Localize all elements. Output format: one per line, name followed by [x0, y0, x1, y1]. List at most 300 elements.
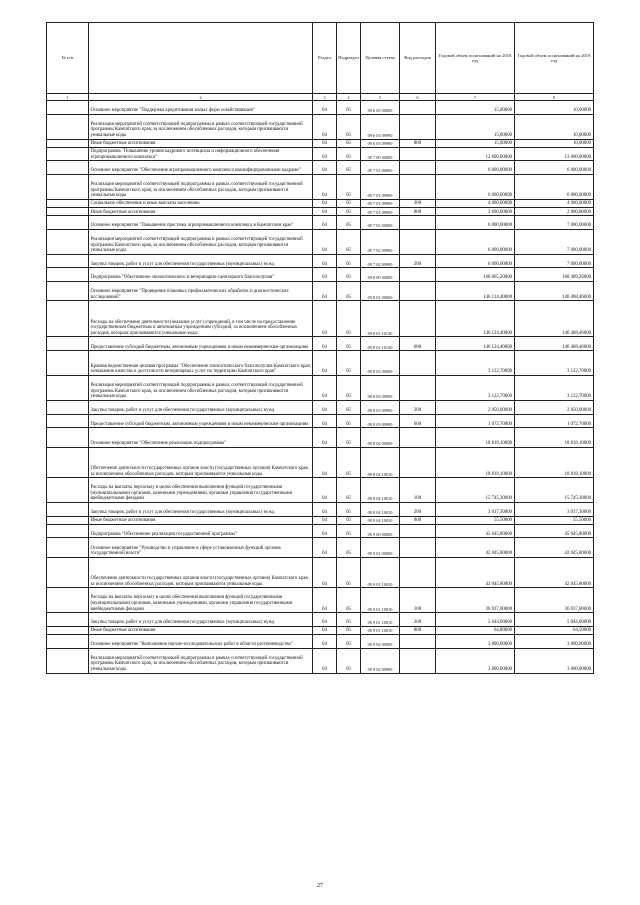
- cell-amount-2018: 6 000,00000: [436, 216, 515, 230]
- table-row: [47, 139, 594, 147]
- column-numbers-row: [47, 94, 594, 101]
- cell-podrazdel: 05: [337, 376, 361, 401]
- cell-expense-type: 100: [400, 588, 436, 613]
- cell-podrazdel: 05: [337, 634, 361, 648]
- table-row: [47, 101, 594, 115]
- cell-amount-2019: 2 000,00000: [515, 208, 594, 216]
- cell-amount-2018: 15,00000: [436, 101, 515, 115]
- cell-name: Закупка товаров, работ и услуг для обеспечения государственных (муниципальных) нужд: [89, 503, 313, 517]
- table-row: [47, 648, 594, 673]
- cell-amount-2018: 18 818,10000: [436, 447, 515, 478]
- cell-podrazdel: 05: [337, 282, 361, 301]
- cell-expense-type: 200: [400, 400, 436, 414]
- table-row: [47, 216, 594, 230]
- cell-num: [47, 216, 89, 230]
- cell-razdel: 04: [313, 503, 337, 517]
- table-row: [47, 503, 594, 517]
- cell-amount-2018: 3 017,30000: [436, 503, 515, 517]
- cell-razdel: 04: [313, 282, 337, 301]
- cell-podrazdel: 05: [337, 216, 361, 230]
- cell-amount-2019: 10,00000: [515, 139, 594, 147]
- cell-podrazdel: 05: [337, 351, 361, 376]
- table-row: [47, 268, 594, 282]
- cell-razdel: 04: [313, 199, 337, 207]
- cell-podrazdel: 05: [337, 557, 361, 588]
- cell-podrazdel: 05: [337, 428, 361, 447]
- table-row: [47, 147, 594, 161]
- cell-amount-2018: 6 000,00000: [436, 229, 515, 254]
- cell-expense-type: [400, 161, 436, 175]
- cell-podrazdel: 05: [337, 516, 361, 524]
- cell-amount-2019: 146 468,46000: [515, 337, 594, 351]
- cell-expense-type: 200: [400, 254, 436, 268]
- table-row: [47, 557, 594, 588]
- cell-name: Основное мероприятие "Обеспечение агропромышленного комплекса квалифицированными кадрами": [89, 161, 313, 175]
- cell-name: Подпрограмма "Обеспечение эпизоотического и ветеринарно-санитарного благополучия": [89, 268, 313, 282]
- column-number: 6: [400, 94, 436, 101]
- cell-name: Расходы на выплаты персоналу в целях обеспечения выполнения функций государственными (муниципальными) органами, казенными учреждениями, органами управления государственными внебюджетными фондами: [89, 478, 313, 503]
- cell-num: [47, 516, 89, 524]
- cell-amount-2018: 168 065,20000: [436, 268, 515, 282]
- cell-name: Основное мероприятие "Руководство и управление в сфере установленных функций органов государственной власти": [89, 538, 313, 557]
- cell-amount-2019: 42 045,80000: [515, 557, 594, 588]
- cell-expense-type: [400, 376, 436, 401]
- table-row: [47, 516, 594, 524]
- cell-amount-2019: 10,00000: [515, 101, 594, 115]
- cell-name: Реализация мероприятий соответствующей подпрограммы в рамках соответствующей государственной программы Камчатского края, за исключением обособленных расходов, которым присваиваются уникальные коды: [89, 175, 313, 200]
- cell-amount-2018: 64,80000: [436, 626, 515, 634]
- cell-num: [47, 400, 89, 414]
- table-row: [47, 447, 594, 478]
- cell-amount-2019: 6 000,00000: [515, 161, 594, 175]
- cell-razdel: 04: [313, 254, 337, 268]
- cell-amount-2019: 3 000,00000: [515, 634, 594, 648]
- cell-name: Иные бюджетные ассигнования: [89, 626, 313, 634]
- cell-podrazdel: 05: [337, 199, 361, 207]
- cell-num: [47, 524, 89, 538]
- cell-podrazdel: 05: [337, 538, 361, 557]
- header-amount-2018: Годовой объем ассигнований на 2018 год: [436, 23, 515, 94]
- cell-amount-2018: 55,50000: [436, 516, 515, 524]
- cell-expense-type: 200: [400, 503, 436, 517]
- cell-target-article: 09 9 00 00000: [361, 524, 400, 538]
- cell-razdel: 04: [313, 447, 337, 478]
- cell-expense-type: 600: [400, 337, 436, 351]
- cell-razdel: 04: [313, 524, 337, 538]
- cell-amount-2018: 12 600,00000: [436, 147, 515, 161]
- table-row: [47, 478, 594, 503]
- cell-name: Иные бюджетные ассигнования: [89, 516, 313, 524]
- cell-razdel: 04: [313, 428, 337, 447]
- cell-amount-2019: 10,00000: [515, 114, 594, 139]
- cell-num: [47, 634, 89, 648]
- cell-name: Закупка товаров, работ и услуг для обеспечения государственных (муниципальных) нужд: [89, 254, 313, 268]
- table-body: [47, 101, 594, 674]
- column-number: 5: [361, 94, 400, 101]
- cell-expense-type: 800: [400, 139, 436, 147]
- cell-target-article: 09 8 03 09990: [361, 400, 400, 414]
- cell-num: [47, 478, 89, 503]
- cell-target-article: 09 7 02 09990: [361, 229, 400, 254]
- table-row: [47, 524, 594, 538]
- table-row: [47, 400, 594, 414]
- cell-num: [47, 648, 89, 673]
- cell-razdel: 04: [313, 301, 337, 337]
- cell-amount-2018: 6 600,00000: [436, 161, 515, 175]
- cell-razdel: 04: [313, 634, 337, 648]
- table-row: [47, 282, 594, 301]
- cell-podrazdel: 05: [337, 139, 361, 147]
- cell-amount-2019: 7 000,00000: [515, 229, 594, 254]
- cell-num: [47, 208, 89, 216]
- table-row: [47, 175, 594, 200]
- cell-target-article: 09 8 03 09990: [361, 376, 400, 401]
- cell-razdel: 04: [313, 268, 337, 282]
- cell-amount-2019: 18 818,10000: [515, 447, 594, 478]
- cell-expense-type: 800: [400, 626, 436, 634]
- cell-num: [47, 301, 89, 337]
- header-amount-2019: Годовой объем ассигнований на 2019 год: [515, 23, 594, 94]
- cell-name: Реализация мероприятий соответствующей подпрограммы в рамках соответствующей государственной программы Камчатского края, за исключением обособленных расходов, которым присваиваются уникальные коды: [89, 376, 313, 401]
- table-row: [47, 229, 594, 254]
- cell-amount-2019: 1 072,70000: [515, 414, 594, 428]
- cell-razdel: 04: [313, 400, 337, 414]
- cell-target-article: 09 8 03 00000: [361, 351, 400, 376]
- cell-num: [47, 447, 89, 478]
- cell-amount-2019: 64,50000: [515, 626, 594, 634]
- cell-name: Предоставление субсидий бюджетным, автономным учреждениям и иным некоммерческим организациям: [89, 337, 313, 351]
- cell-amount-2019: 7 000,00000: [515, 216, 594, 230]
- cell-name: Подпрограмма "Повышение уровня кадрового потенциала и информационного обеспечения агропромышленного комплекса": [89, 147, 313, 161]
- cell-amount-2019: 2 050,00000: [515, 400, 594, 414]
- cell-amount-2019: 7 000,00000: [515, 254, 594, 268]
- cell-name: Реализация мероприятий соответствующей подпрограммы в рамках соответствующей государственной программы Камчатского края, за исключением обособленных расходов, которым присваиваются уникальные коды: [89, 229, 313, 254]
- column-number: 8: [515, 94, 594, 101]
- cell-expense-type: [400, 524, 436, 538]
- cell-num: [47, 147, 89, 161]
- cell-podrazdel: 05: [337, 101, 361, 115]
- cell-razdel: 04: [313, 538, 337, 557]
- cell-expense-type: [400, 268, 436, 282]
- cell-expense-type: [400, 282, 436, 301]
- cell-num: [47, 282, 89, 301]
- cell-expense-type: 100: [400, 478, 436, 503]
- cell-expense-type: [400, 301, 436, 337]
- table-row: [47, 337, 594, 351]
- column-number: 3: [313, 94, 337, 101]
- cell-razdel: 04: [313, 229, 337, 254]
- cell-razdel: 04: [313, 376, 337, 401]
- cell-amount-2018: 15 745,30000: [436, 478, 515, 503]
- cell-num: [47, 175, 89, 200]
- cell-name: Закупка товаров, работ и услуг для обеспечения государственных (муниципальных) нужд: [89, 400, 313, 414]
- cell-expense-type: 800: [400, 516, 436, 524]
- cell-amount-2019: 3 122,70000: [515, 351, 594, 376]
- cell-expense-type: [400, 428, 436, 447]
- cell-num: [47, 337, 89, 351]
- cell-amount-2019: 36 937,00000: [515, 588, 594, 613]
- header-num: № п/п: [47, 23, 89, 94]
- cell-razdel: 04: [313, 101, 337, 115]
- cell-amount-2018: 2 600,00000: [436, 208, 515, 216]
- cell-amount-2018: 18 818,10000: [436, 428, 515, 447]
- cell-target-article: 09 6 03 09990: [361, 139, 400, 147]
- cell-name: Основное мероприятие "Проведение плановых профилактических обработок и диагностических исследований": [89, 282, 313, 301]
- header-razdel: Раздел: [313, 23, 337, 94]
- table-row: [47, 626, 594, 634]
- cell-podrazdel: 05: [337, 478, 361, 503]
- cell-name: Подпрограмма "Обеспечение реализации государственной программы": [89, 524, 313, 538]
- cell-amount-2018: 1 072,70000: [436, 414, 515, 428]
- cell-target-article: 09 6 03 00000: [361, 101, 400, 115]
- cell-target-article: 09 9 01 00000: [361, 538, 400, 557]
- cell-podrazdel: 05: [337, 588, 361, 613]
- cell-podrazdel: 05: [337, 626, 361, 634]
- table-row: [47, 613, 594, 627]
- cell-amount-2018: 5 044,00000: [436, 613, 515, 627]
- cell-amount-2019: 55,50000: [515, 516, 594, 524]
- cell-amount-2018: 6 600,00000: [436, 175, 515, 200]
- cell-amount-2019: 3 000,00000: [515, 648, 594, 673]
- cell-razdel: 04: [313, 478, 337, 503]
- cell-amount-2018: 3 000,00000: [436, 634, 515, 648]
- cell-name: Расходы на обеспечение деятельности (оказание услуг) учреждений, в том числе на предоставление государственным бюджетным и автономным учреждениям субсидий, за исключением обособленных расходов, которым присваиваются уникальные коды: [89, 301, 313, 337]
- table-row: [47, 254, 594, 268]
- cell-name: Основное мероприятие "Обеспечение реализации подпрограммы": [89, 428, 313, 447]
- cell-name: Реализация мероприятий соответствующей подпрограммы в рамках соответствующей государственной программы Камчатского края, за исключением обособленных расходов, которым присваиваются уникальные коды: [89, 648, 313, 673]
- cell-expense-type: [400, 114, 436, 139]
- cell-podrazdel: 05: [337, 208, 361, 216]
- cell-amount-2019: 15 745,30000: [515, 478, 594, 503]
- column-number: 1: [47, 94, 89, 101]
- cell-podrazdel: 05: [337, 268, 361, 282]
- cell-amount-2018: 42 045,80000: [436, 557, 515, 588]
- cell-target-article: 09 8 04 10010: [361, 478, 400, 503]
- cell-expense-type: [400, 557, 436, 588]
- cell-amount-2018: 42 045,80000: [436, 538, 515, 557]
- header-podrazdel: Подраздел: [337, 23, 361, 94]
- cell-expense-type: [400, 634, 436, 648]
- cell-podrazdel: 05: [337, 254, 361, 268]
- cell-name: Реализация мероприятий соответствующей подпрограммы в рамках соответствующей государственной программы Камчатского края, за исключением обособленных расходов, которым присваиваются уникальные коды: [89, 114, 313, 139]
- cell-name: Основное мероприятие "Выполнение научно-исследовательских работ в области растениеводства": [89, 634, 313, 648]
- cell-razdel: 04: [313, 648, 337, 673]
- cell-expense-type: [400, 648, 436, 673]
- cell-expense-type: [400, 351, 436, 376]
- cell-num: [47, 101, 89, 115]
- budget-table: [46, 22, 594, 674]
- cell-num: [47, 161, 89, 175]
- cell-expense-type: 600: [400, 414, 436, 428]
- column-number: 7: [436, 94, 515, 101]
- cell-num: [47, 114, 89, 139]
- header-name: [89, 23, 313, 94]
- table-row: [47, 634, 594, 648]
- header-target-article: Целевая статья: [361, 23, 400, 94]
- cell-amount-2018: 2 050,00000: [436, 400, 515, 414]
- cell-target-article: 09 7 01 09990: [361, 175, 400, 200]
- cell-podrazdel: 05: [337, 400, 361, 414]
- cell-podrazdel: 05: [337, 414, 361, 428]
- cell-amount-2018: 3 122,70000: [436, 376, 515, 401]
- cell-amount-2018: 146 124,40000: [436, 301, 515, 337]
- cell-target-article: 09 7 02 00000: [361, 216, 400, 230]
- cell-target-article: 09 7 01 00000: [361, 161, 400, 175]
- table-row: [47, 161, 594, 175]
- cell-target-article: 09 6 03 09990: [361, 114, 400, 139]
- cell-amount-2018: 4 000,00000: [436, 199, 515, 207]
- table-row: [47, 301, 594, 337]
- page-number: 27: [317, 883, 323, 889]
- cell-razdel: 04: [313, 147, 337, 161]
- cell-podrazdel: 05: [337, 175, 361, 200]
- cell-razdel: 04: [313, 516, 337, 524]
- cell-razdel: 04: [313, 175, 337, 200]
- budget-table-sheet: [46, 22, 593, 674]
- cell-num: [47, 538, 89, 557]
- cell-amount-2018: 146 124,40000: [436, 282, 515, 301]
- cell-amount-2019: 13 000,00000: [515, 147, 594, 161]
- cell-amount-2019: 6 000,00000: [515, 175, 594, 200]
- cell-num: [47, 428, 89, 447]
- cell-num: [47, 613, 89, 627]
- cell-razdel: 04: [313, 161, 337, 175]
- cell-target-article: 09 8 04 10010: [361, 447, 400, 478]
- cell-name: Основное мероприятие "Поддержка кредитования малых форм хозяйствования": [89, 101, 313, 115]
- cell-target-article: 09 9 01 10010: [361, 557, 400, 588]
- cell-razdel: 04: [313, 588, 337, 613]
- header-expense-type: Вид расходов: [400, 23, 436, 94]
- cell-target-article: 09 8 03 09990: [361, 414, 400, 428]
- cell-name: Обеспечение деятельности государственных органов власти (государственных органов) Камчатского края, за исключением обособленных расходов, которым присваиваются уникальные коды.: [89, 557, 313, 588]
- cell-podrazdel: 05: [337, 503, 361, 517]
- cell-amount-2019: 4 000,00000: [515, 199, 594, 207]
- cell-expense-type: 300: [400, 199, 436, 207]
- table-row: [47, 208, 594, 216]
- cell-expense-type: [400, 229, 436, 254]
- cell-name: Расходы на выплаты персоналу в целях обеспечения выполнения функций государственными (муниципальными) органами, казенными учреждениями, органами управления государственными внебюджетными фондами: [89, 588, 313, 613]
- cell-num: [47, 254, 89, 268]
- cell-expense-type: [400, 538, 436, 557]
- cell-num: [47, 229, 89, 254]
- cell-num: [47, 503, 89, 517]
- cell-amount-2018: 6 000,00000: [436, 254, 515, 268]
- cell-razdel: 04: [313, 351, 337, 376]
- cell-num: [47, 626, 89, 634]
- cell-expense-type: [400, 447, 436, 478]
- table-row: [47, 428, 594, 447]
- cell-amount-2019: 3 122,70000: [515, 376, 594, 401]
- cell-target-article: 09 8 04 00000: [361, 428, 400, 447]
- cell-target-article: 09 7 02 09990: [361, 254, 400, 268]
- cell-podrazdel: 05: [337, 524, 361, 538]
- cell-name: Краевая ведомственная целевая программа "Обеспечение эпизоотического благополучия Камчатского края, повышение качества и доступности ветеринарных услуг на территории Камчатского края": [89, 351, 313, 376]
- cell-expense-type: [400, 147, 436, 161]
- cell-razdel: 04: [313, 414, 337, 428]
- cell-razdel: 04: [313, 139, 337, 147]
- cell-target-article: 09 8 00 00000: [361, 268, 400, 282]
- cell-razdel: 04: [313, 337, 337, 351]
- cell-razdel: 04: [313, 216, 337, 230]
- cell-target-article: 09 9 01 10010: [361, 613, 400, 627]
- cell-name: Обеспечение деятельности государственных органов власти (государственных органов) Камчатского края, за исключением обособленных расходов, которым присваиваются уникальные коды.: [89, 447, 313, 478]
- cell-amount-2019: 168 409,26000: [515, 268, 594, 282]
- cell-amount-2019: 3 017,30000: [515, 503, 594, 517]
- cell-name: Иные бюджетные ассигнования: [89, 208, 313, 216]
- cell-target-article: 09 7 01 09990: [361, 199, 400, 207]
- cell-num: [47, 376, 89, 401]
- cell-amount-2018: 146 124,40000: [436, 337, 515, 351]
- cell-num: [47, 351, 89, 376]
- cell-target-article: 09 9 01 10010: [361, 588, 400, 613]
- cell-target-article: 09 7 01 09990: [361, 208, 400, 216]
- cell-num: [47, 199, 89, 207]
- cell-target-article: 09 8 04 10010: [361, 516, 400, 524]
- cell-podrazdel: 05: [337, 114, 361, 139]
- cell-razdel: 04: [313, 208, 337, 216]
- cell-name: Социальное обеспечение и иные выплаты населению: [89, 199, 313, 207]
- cell-amount-2018: 15,00000: [436, 114, 515, 139]
- cell-razdel: 04: [313, 114, 337, 139]
- cell-expense-type: 200: [400, 613, 436, 627]
- table-row: [47, 538, 594, 557]
- cell-target-article: 09 9 01 10010: [361, 626, 400, 634]
- cell-amount-2019: 146 468,46000: [515, 282, 594, 301]
- cell-expense-type: [400, 101, 436, 115]
- cell-num: [47, 268, 89, 282]
- cell-amount-2018: 3 000,00000: [436, 648, 515, 673]
- cell-razdel: 04: [313, 626, 337, 634]
- cell-target-article: 09 8 01 10140: [361, 337, 400, 351]
- cell-amount-2018: 3 122,70000: [436, 351, 515, 376]
- cell-num: [47, 139, 89, 147]
- table-row: [47, 376, 594, 401]
- cell-name: Предоставление субсидий бюджетным, автономным учреждениям и иным некоммерческим организациям: [89, 414, 313, 428]
- cell-target-article: 09 7 00 00000: [361, 147, 400, 161]
- cell-target-article: 09 8 01 00000: [361, 282, 400, 301]
- table-row: [47, 414, 594, 428]
- cell-expense-type: [400, 216, 436, 230]
- cell-podrazdel: 05: [337, 147, 361, 161]
- cell-name: Основное мероприятие "Повышение престижа агропромышленного комплекса в Камчатском крае": [89, 216, 313, 230]
- cell-amount-2018: 36 937,00000: [436, 588, 515, 613]
- cell-expense-type: [400, 175, 436, 200]
- cell-podrazdel: 05: [337, 648, 361, 673]
- cell-target-article: 09 8 04 10010: [361, 503, 400, 517]
- cell-podrazdel: 05: [337, 613, 361, 627]
- cell-amount-2019: 42 045,80000: [515, 538, 594, 557]
- cell-expense-type: 800: [400, 208, 436, 216]
- cell-target-article: 09 9 02 09990: [361, 648, 400, 673]
- cell-amount-2019: 146 468,46000: [515, 301, 594, 337]
- table-row: [47, 588, 594, 613]
- cell-name: Иные бюджетные ассигнования: [89, 139, 313, 147]
- cell-amount-2018: 45 045,80000: [436, 524, 515, 538]
- cell-amount-2019: 5 044,00000: [515, 613, 594, 627]
- cell-razdel: 04: [313, 557, 337, 588]
- cell-target-article: 09 9 02 00000: [361, 634, 400, 648]
- column-number: 2: [89, 94, 313, 101]
- cell-podrazdel: 05: [337, 161, 361, 175]
- cell-podrazdel: 05: [337, 301, 361, 337]
- table-row: [47, 351, 594, 376]
- table-row: [47, 114, 594, 139]
- cell-podrazdel: 05: [337, 337, 361, 351]
- cell-name: Закупка товаров, работ и услуг для обеспечения государственных (муниципальных) нужд: [89, 613, 313, 627]
- table-row: [47, 199, 594, 207]
- cell-num: [47, 414, 89, 428]
- cell-podrazdel: 05: [337, 447, 361, 478]
